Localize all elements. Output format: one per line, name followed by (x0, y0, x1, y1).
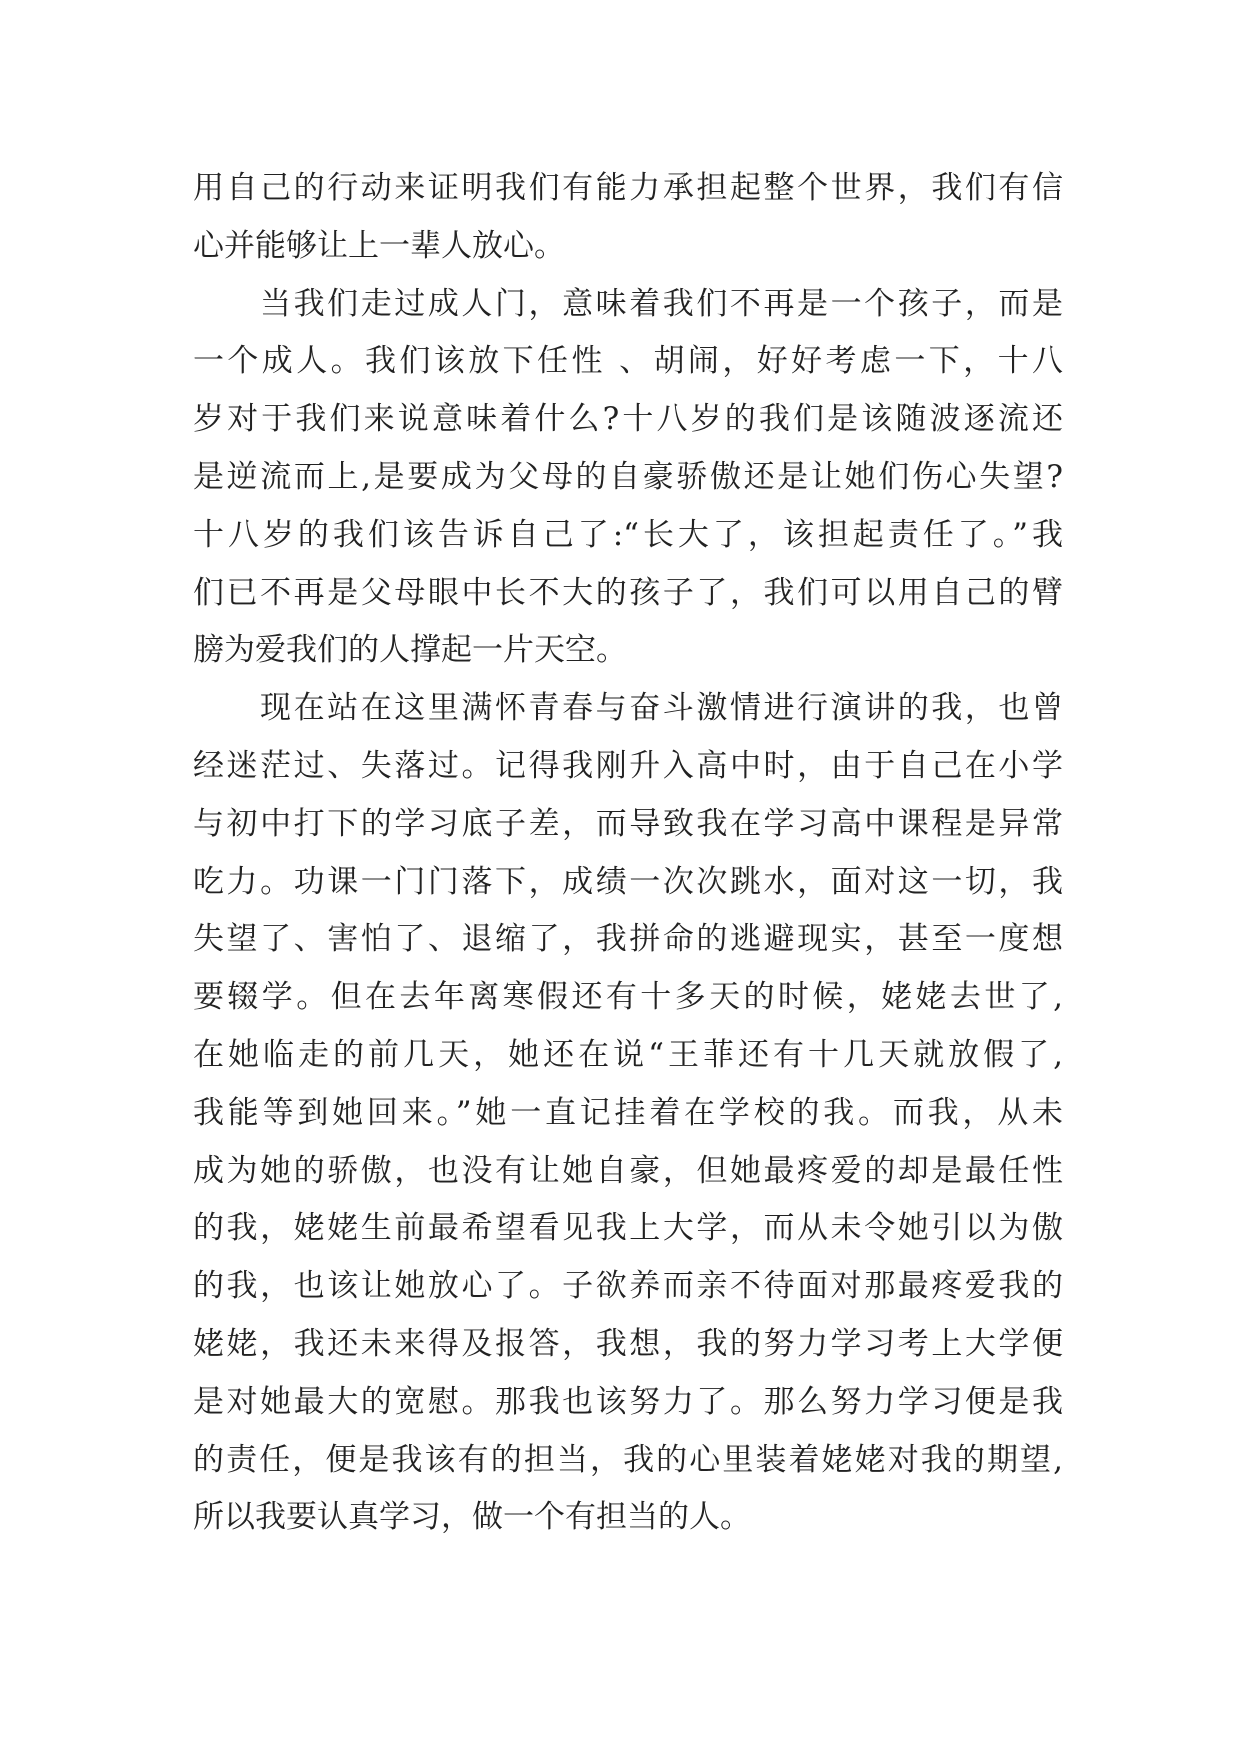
text-line: 岁对于我们来说意味着什么?十八岁的我们是该随波逐流还 (193, 401, 1063, 438)
text-line: 十八岁的我们该告诉自己了:“长大了，该担起责任了。”我 (193, 516, 1063, 553)
text-line: 经迷茫过、失落过。记得我刚升入高中时，由于自己在小学 (193, 747, 1063, 784)
text-line: 所以我要认真学习，做一个有担当的人。 (193, 1499, 751, 1536)
text-line: 失望了、害怕了、退缩了，我拼命的逃避现实，甚至一度想 (193, 921, 1063, 958)
text-line: 的我，姥姥生前最希望看见我上大学，而从未令她引以为傲 (193, 1210, 1063, 1247)
text-line: 我能等到她回来。”她一直记挂着在学校的我。而我，从未 (193, 1094, 1063, 1131)
text-line: 的责任，便是我该有的担当，我的心里装着姥姥对我的期望, (193, 1441, 1063, 1478)
text-line: 是逆流而上,是要成为父母的自豪骄傲还是让她们伤心失望? (193, 458, 1063, 495)
document-body (193, 160, 1063, 1547)
text-line: 的我，也该让她放心了。子欲养而亲不待面对那最疼爱我的 (193, 1268, 1063, 1305)
text-line: 现在站在这里满怀青春与奋斗激情进行演讲的我，也曾 (260, 690, 1063, 727)
text-line: 在她临走的前几天，她还在说“王菲还有十几天就放假了, (193, 1036, 1063, 1073)
text-line: 一个成人。我们该放下任性 、胡闹，好好考虑一下，十八 (193, 343, 1063, 380)
text-line: 是对她最大的宽慰。那我也该努力了。那么努力学习便是我 (193, 1383, 1063, 1420)
text-line: 要辍学。但在去年离寒假还有十多天的时候，姥姥去世了, (193, 979, 1063, 1016)
text-line: 成为她的骄傲，也没有让她自豪，但她最疼爱的却是最任性 (193, 1152, 1063, 1189)
text-line: 们已不再是父母眼中长不大的孩子了，我们可以用自己的臂 (193, 574, 1063, 611)
text-line: 与初中打下的学习底子差，而导致我在学习高中课程是异常 (193, 805, 1063, 842)
text-line: 姥姥，我还未来得及报答，我想，我的努力学习考上大学便 (193, 1325, 1063, 1362)
text-line: 用自己的行动来证明我们有能力承担起整个世界，我们有信 (193, 170, 1063, 206)
text-line: 吃力。功课一门门落下，成绩一次次跳水，面对这一切，我 (193, 863, 1063, 900)
text-line: 当我们走过成人门，意味着我们不再是一个孩子，而是 (260, 285, 1063, 322)
text-line: 膀为爱我们的人撑起一片天空。 (193, 632, 627, 669)
text-line: 心并能够让上一辈人放心。 (193, 227, 565, 264)
